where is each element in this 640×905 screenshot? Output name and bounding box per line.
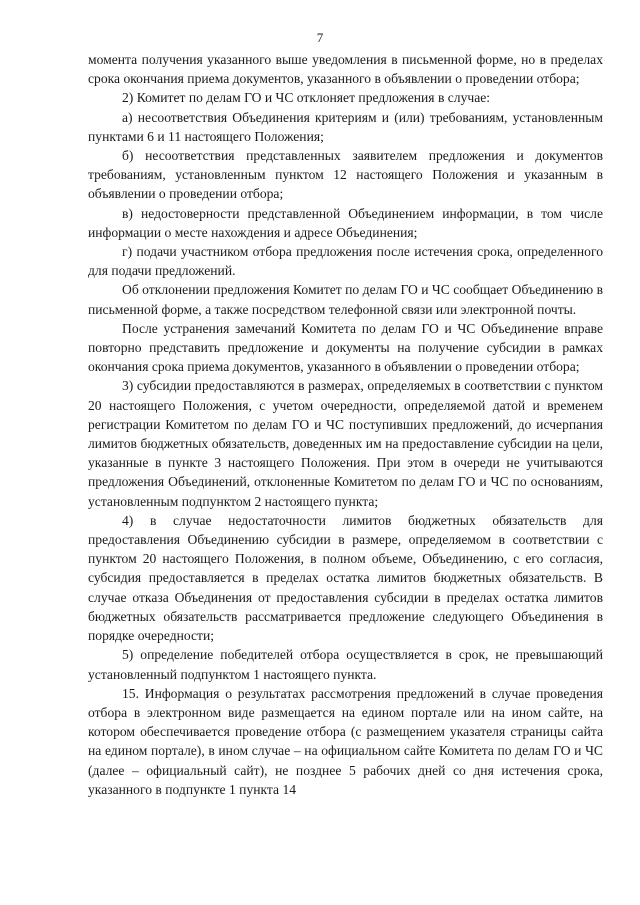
paragraph-subitem-4: 4) в случае недостаточности лимитов бюджетных обязательств для предоставления Объединению субсидии в размере, определяемом в соответствии с пунктом 20 настоящего Положения, в полном объеме, Объединению, с его согласия, субсидия предоставляется в пределах остатка лимитов бюджетных обязательств. В случае отказа Объединения от предоставления субсидии в пределах остатка лимитов бюджетных обязательств рассматривается предложение следующего Объединения в порядке очередности; [88,512,603,644]
page-number: 7 [316,30,324,45]
paragraph-subitem-a: а) несоответствия Объединения критериям и (или) требованиям, установленным пунктами 6 и 11 настоящего Положения; [88,109,603,144]
paragraph-subitem-g: г) подачи участником отбора предложения после истечения срока, определенного для подачи предложений. [88,244,603,279]
document-body [88,50,603,799]
paragraph-subitem-v: в) недостоверности представленной Объединением информации, в том числе информации о месте нахождения и адресе Объединения; [88,205,603,240]
paragraph-subitem-3: 3) субсидии предоставляются в размерах, определяемых в соответствии с пунктом 20 настоящего Положения, с учетом очередности, определяемой датой и временем регистрации Комитетом по делам ГО и ЧС поступивших предложений, до исчерпания лимитов бюджетных обязательств, доведенных им на предоставление субсидии на цели, указанные в пункте 3 настоящего Положения. При этом в очереди не учитываются предложения Объединений, отклоненные Комитетом по делам ГО и ЧС по основаниям, установленным подпунктом 2 настоящего пункта; [88,378,603,509]
paragraph-resubmission: После устранения замечаний Комитета по делам ГО и ЧС Объединение вправе повторно представить предложение и документы на получение субсидии в рамках окончания срока приема документов, указанного в объявлении о проведении отбора; [88,320,603,375]
paragraph-subitem-b: б) несоответствия представленных заявителем предложения и документов требованиям, установленным пунктом 12 настоящего Положения и указанным в объявлении о проведении отбора; [88,148,603,202]
paragraph-item-15: 15. Информация о результатах рассмотрения предложений в случае проведения отбора в электронном виде размещается на едином портале или на ином сайте, на котором обеспечивается проведение отбора (с размещением указателя страницы сайта на едином портале), в ином случае – на официальном сайте Комитета по делам ГО и ЧС (далее – официальный сайт), не позднее 5 рабочих дней со дня истечения срока, указанного в подпункте 1 пункта 14 [88,685,603,797]
paragraph-rejection-notice: Об отклонении предложения Комитет по делам ГО и ЧС сообщает Объединению в письменной форме, а также посредством телефонной связи или электронной почты. [88,282,603,317]
paragraph-continuation: момента получения указанного выше уведомления в письменной форме, но в пределах срока окончания приема документов, указанного в объявлении о проведении отбора; [88,52,603,87]
paragraph-subitem-2: 2) Комитет по делам ГО и ЧС отклоняет предложения в случае: [122,90,491,106]
paragraph-subitem-5: 5) определение победителей отбора осуществляется в срок, не превышающий установленный подпунктом 1 настоящего пункта. [88,647,603,682]
